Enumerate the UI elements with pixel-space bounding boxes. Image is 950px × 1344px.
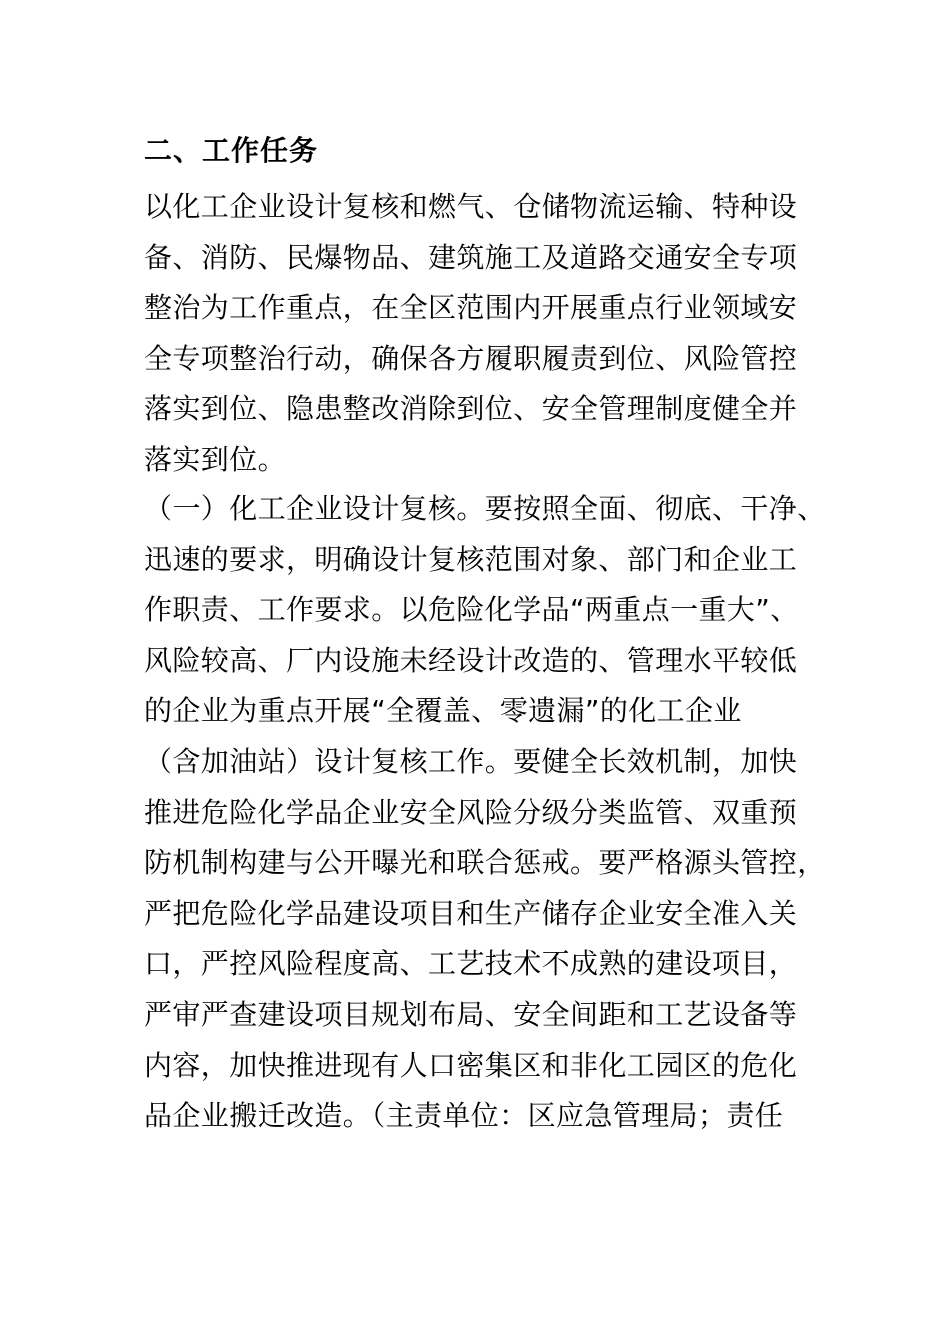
paragraph-line: 防机制构建与公开曝光和联合惩戒。要严格源头管控， (144, 846, 826, 880)
paragraph-line: 口，严控风险程度高、工艺技术不成熟的建设项目， (144, 947, 798, 981)
section-heading: 二、工作任务 (144, 134, 319, 167)
paragraph-line: （一）化工企业设计复核。要按照全面、彻底、干净、 (144, 492, 826, 525)
paragraph-line: 严把危险化学品建设项目和生产储存企业安全准入关 (144, 896, 798, 930)
paragraph-intro (144, 182, 824, 486)
paragraph-chemical-review (144, 484, 824, 1142)
paragraph-line: 作职责、工作要求。以危险化学品“两重点一重大”、 (144, 593, 799, 627)
paragraph-line: 品企业搬迁改造。（主责单位：区应急管理局；责任 (144, 1099, 784, 1133)
paragraph-line: 以化工企业设计复核和燃气、仓储物流运输、特种设 (144, 190, 798, 223)
paragraph-line: 落实到位。 (144, 442, 287, 476)
paragraph-line: 整治为工作重点，在全区范围内开展重点行业领域安 (144, 291, 798, 325)
paragraph-line: （含加油站）设计复核工作。要健全长效机制，加快 (144, 744, 798, 778)
paragraph-line: 全专项整治行动，确保各方履职履责到位、风险管控 (144, 341, 798, 375)
paragraph-line: 内容，加快推进现有人口密集区和非化工园区的危化 (144, 1048, 798, 1082)
paragraph-line: 的企业为重点开展“全覆盖、零遗漏”的化工企业 (144, 694, 742, 728)
paragraph-line: 落实到位、隐患整改消除到位、安全管理制度健全并 (144, 392, 798, 426)
paragraph-line: 风险较高、厂内设施未经设计改造的、管理水平较低 (144, 643, 798, 677)
paragraph-line: 迅速的要求，明确设计复核范围对象、部门和企业工 (144, 542, 798, 576)
paragraph-line: 备、消防、民爆物品、建筑施工及道路交通安全专项 (144, 240, 798, 274)
paragraph-line: 推进危险化学品企业安全风险分级分类监管、双重预 (144, 795, 798, 829)
paragraph-line: 严审严查建设项目规划布局、安全间距和工艺设备等 (144, 997, 798, 1031)
